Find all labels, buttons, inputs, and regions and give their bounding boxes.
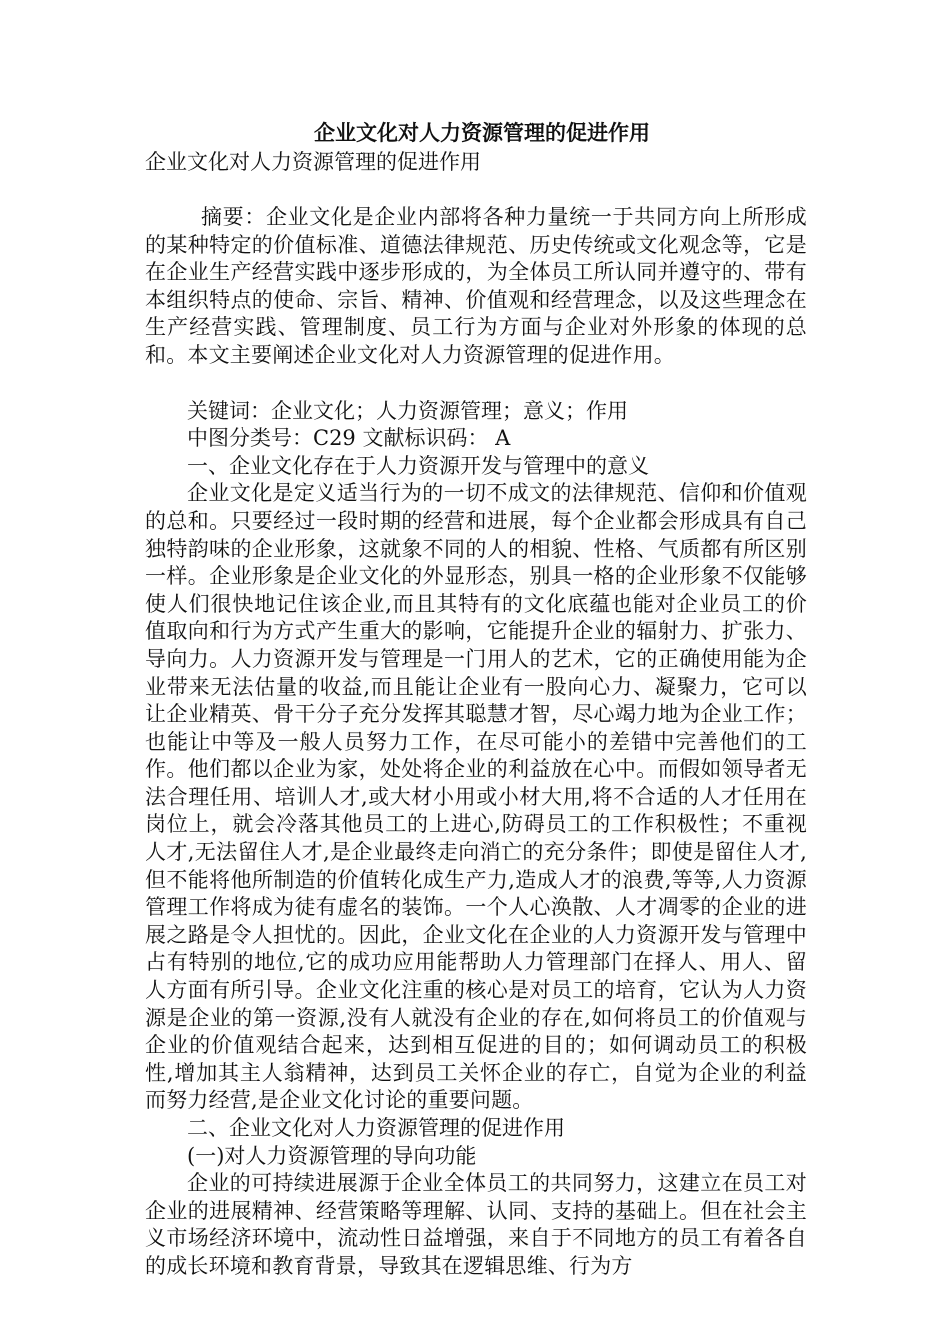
blank-line <box>145 370 807 398</box>
classification-line: 中图分类号：C29 文献标识码： A <box>187 426 511 451</box>
document-title: 企业文化对人力资源管理的促进作用 <box>314 120 650 145</box>
abstract-paragraph: 摘要：企业文化是企业内部将各种力量统一于共同方向上所形成的某种特定的价值标准、道德法律规范、历史传统或文化观念等，它是在企业生产经营实践中逐步形成的，为全体员工所认同并遵守的、带有本组织特点的使命、宗旨、精神、价值观和经营理念，以及这些理念在生产经营实践、管理制度、员工行为方面与企业对外形象的体现的总和。本文主要阐述企业文化对人力资源管理的促进作用。 <box>145 205 807 367</box>
document-page <box>145 118 807 1281</box>
subsection-1-body: 企业的可持续进展源于企业全体员工的共同努力，这建立在员工对企业的进展精神、经营策略等理解、认同、支持的基础上。但在社会主义市场经济环境中，流动性日益增强，来自于不同地方的员工有着各自的成长环境和教育背景，导致其在逻辑思维、行为方 <box>145 1171 807 1278</box>
subsection-1-heading: (一)对人力资源管理的导向功能 <box>187 1143 477 1168</box>
section-1-heading: 一、企业文化存在于人力资源开发与管理中的意义 <box>187 453 649 478</box>
section-1-body: 企业文化是定义适当行为的一切不成文的法律规范、信仰和价值观的总和。只要经过一段时期的经营和进展，每个企业都会形成具有自己独特韵味的企业形象，这就象不同的人的相貌、性格、气质都有所区别一样。企业形象是企业文化的外显形态，别具一格的企业形象不仅能够使人们很快地记住该企业,而且其特有的文化底蕴也能对企业员工的价值取向和行为方式产生重大的影响，它能提升企业的辐射力、扩张力、导向力。人力资源开发与管理是一门用人的艺术，它的正确使用能为企业带来无法估量的收益,而且能让企业有一股向心力、凝聚力，它可以让企业精英、骨干分子充分发挥其聪慧才智，尽心竭力地为企业工作；也能让中等及一般人员努力工作，在尽可能小的差错中完善他们的工作。他们都以企业为家，处处将企业的利益放在心中。而假如领导者无法合理任用、培训人才,或大材小用或小材大用,将不合适的人才任用在岗位上，就会冷落其他员工的上进心,防碍员工的工作积极性；不重视人才,无法留住人才,是企业最终走向消亡的充分条件；即使是留住人才,但不能将他所制造的价值转化成生产力,造成人才的浪费,等等,人力资源管理工作将成为徒有虚名的装饰。一个人心涣散、人才凋零的企业的进展之路是令人担忧的。因此，企业文化在企业的人力资源开发与管理中占有特别的地位,它的成功应用能帮助人力管理部门在择人、用人、留人方面有所引导。企业文化注重的核心是对员工的培育，它认为人力资源是企业的第一资源,没有人就没有企业的存在,如何将员工的价值观与企业的价值观结合起来，达到相互促进的目的；如何调动员工的积极性,增加其主人翁精神，达到员工关怀企业的存亡，自觉为企业的利益而努力经营,是企业文化讨论的重要问题。 <box>145 481 807 1113</box>
blank-line <box>145 176 807 204</box>
keywords-line: 关键词：企业文化；人力资源管理；意义；作用 <box>187 398 628 423</box>
document-subtitle: 企业文化对人力资源管理的促进作用 <box>145 150 481 174</box>
section-2-heading: 二、企业文化对人力资源管理的促进作用 <box>187 1116 565 1140</box>
